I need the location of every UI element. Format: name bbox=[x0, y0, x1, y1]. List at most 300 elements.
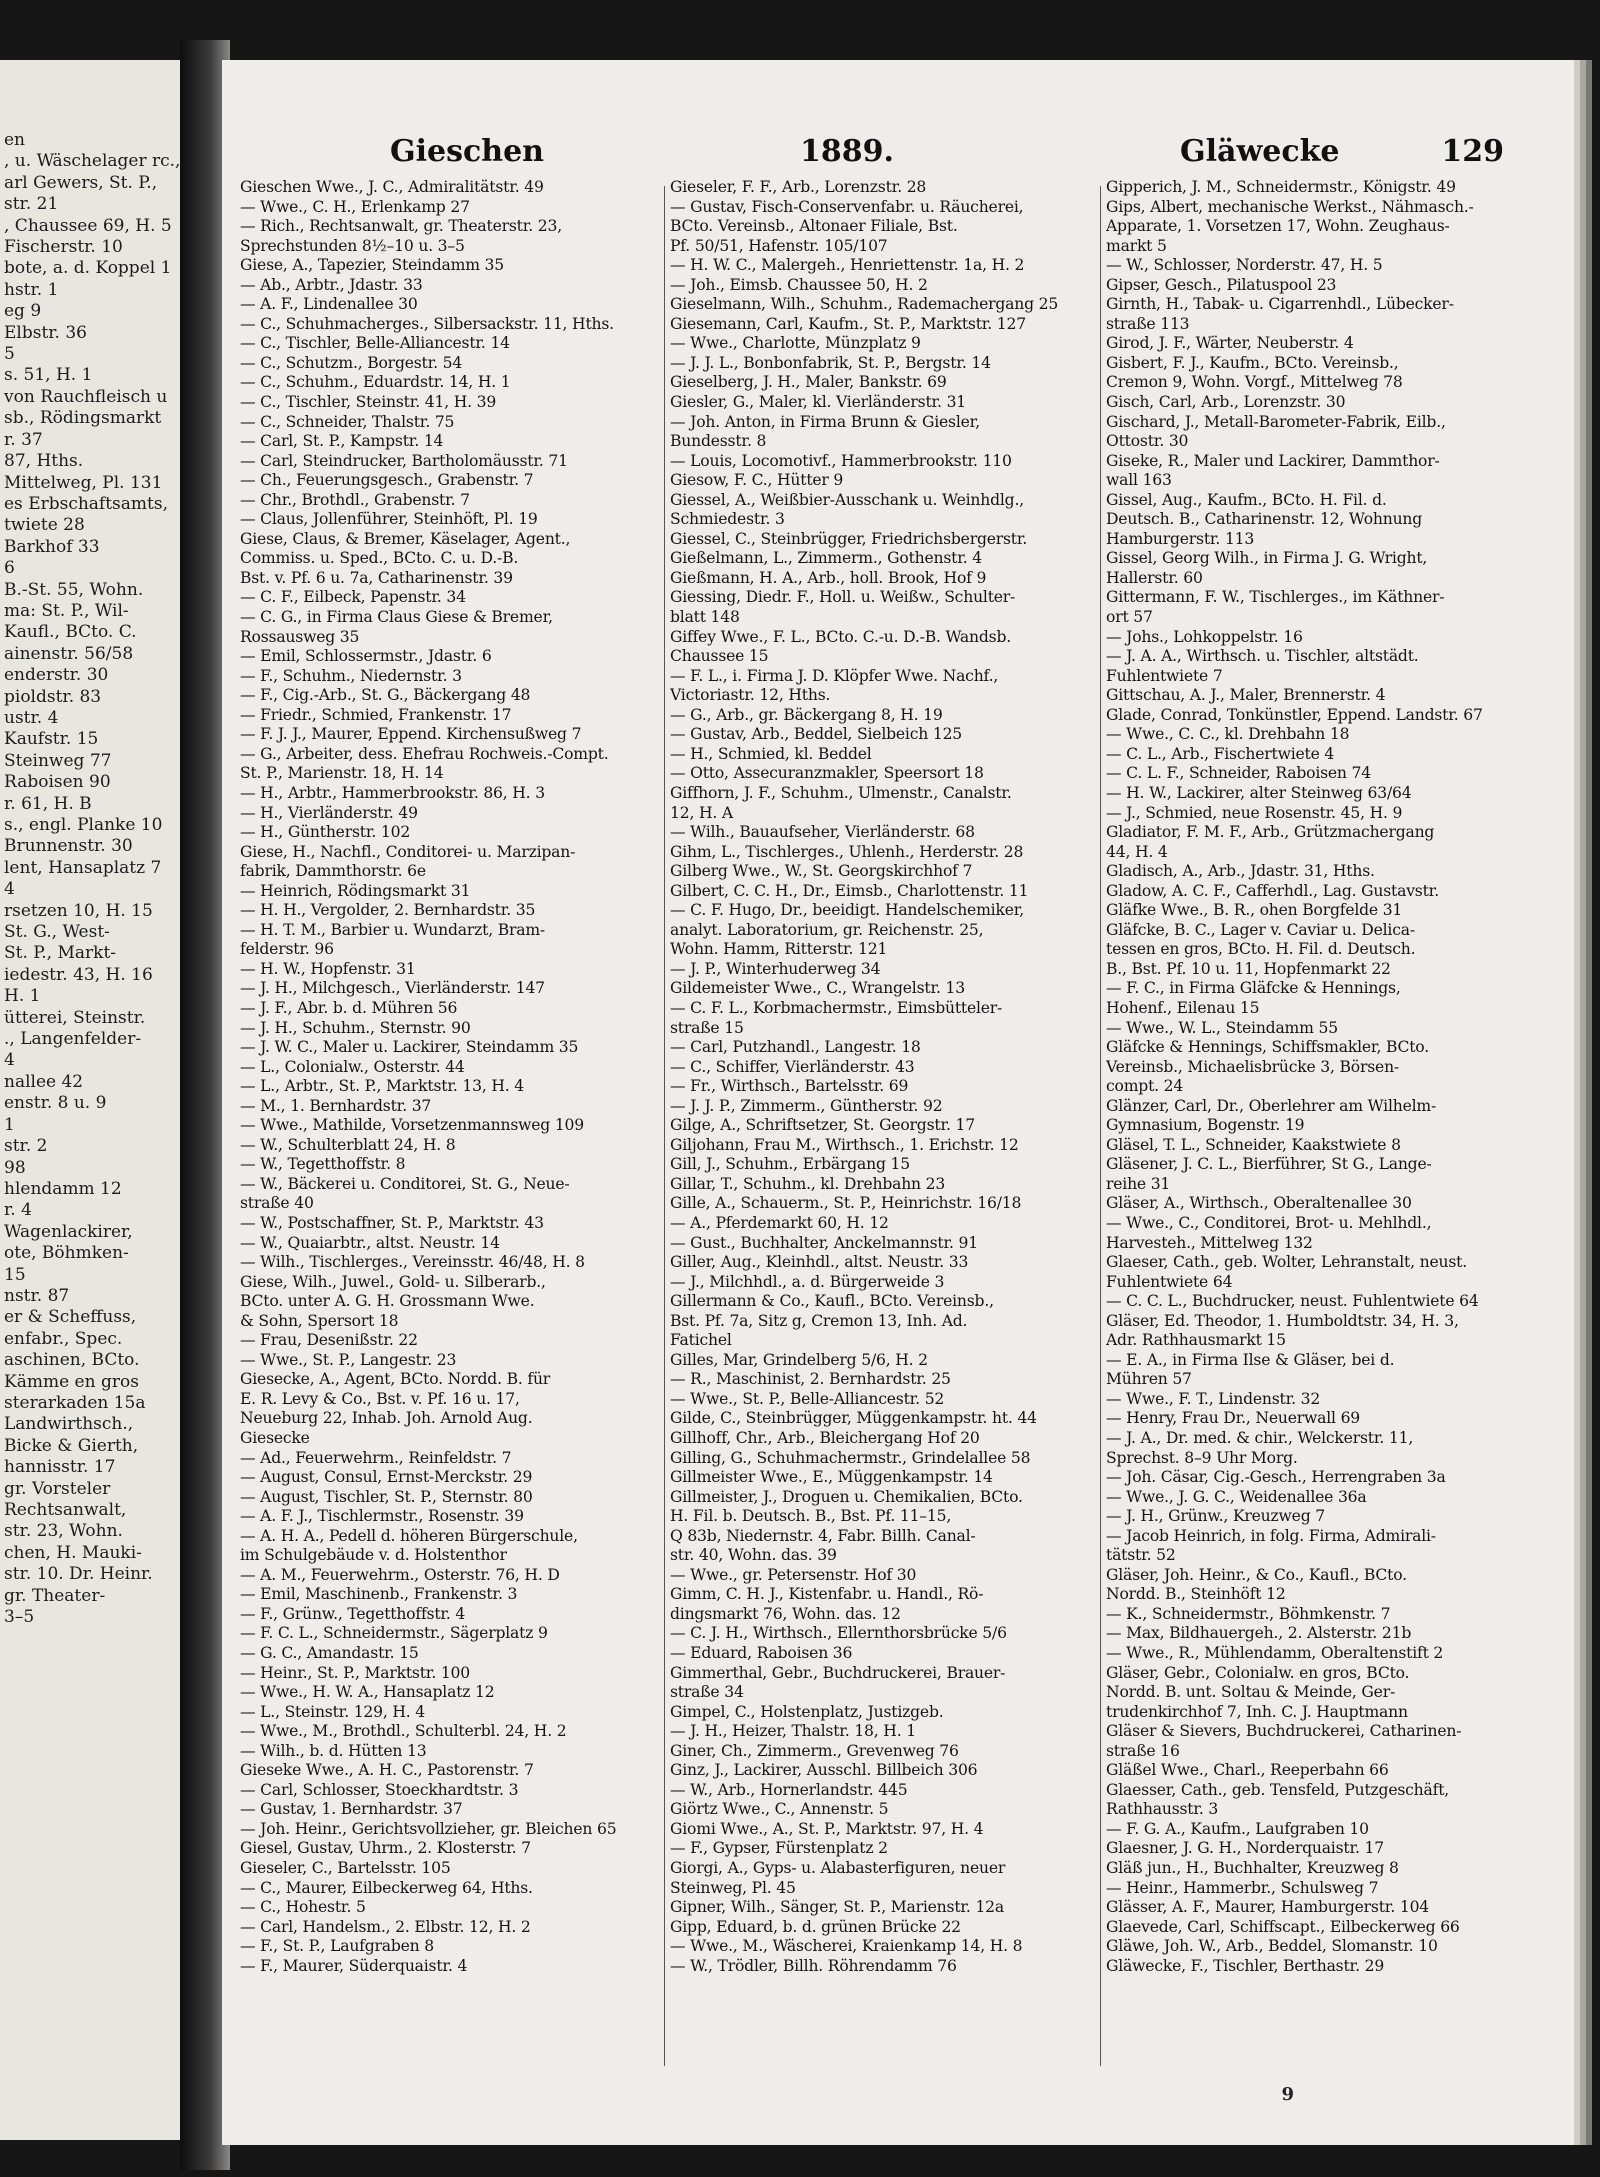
left-page-line: eg 9 bbox=[4, 301, 42, 322]
directory-entry: Gischard, J., Metall-Barometer-Fabrik, Eilb., bbox=[1106, 412, 1446, 431]
left-page-line: er & Scheffuss, bbox=[4, 1307, 137, 1328]
directory-entry: — Johs., Lohkoppelstr. 16 bbox=[1106, 627, 1303, 646]
left-page-line: ustr. 4 bbox=[4, 707, 59, 728]
directory-entry: blatt 148 bbox=[670, 608, 740, 627]
left-page-fragment bbox=[0, 60, 186, 2140]
directory-entry: Gläßel Wwe., Charl., Reeperbahn 66 bbox=[1106, 1761, 1389, 1780]
directory-entry: straße 16 bbox=[1106, 1741, 1180, 1760]
directory-entry: — H. T. M., Barbier u. Wundarzt, Bram- bbox=[240, 920, 545, 939]
directory-entry: — Carl, Schlosser, Stoeckhardtstr. 3 bbox=[240, 1780, 519, 1799]
directory-entry: Gipperich, J. M., Schneidermstr., Königstr. 49 bbox=[1106, 178, 1456, 196]
left-page-line: gr. Vorsteler bbox=[4, 1478, 111, 1499]
directory-entry: — Joh. Anton, in Firma Brunn & Giesler, bbox=[670, 412, 980, 431]
left-page-line: 87, Hths. bbox=[4, 451, 84, 472]
directory-entry: — A. M., Feuerwehrm., Osterstr. 76, H. D bbox=[240, 1565, 560, 1584]
left-page-line: Kämme en gros bbox=[4, 1371, 139, 1392]
directory-entry: Gieselberg, J. H., Maler, Bankstr. 69 bbox=[670, 373, 947, 392]
directory-entry: Giller, Aug., Kleinhdl., altst. Neustr. 33 bbox=[670, 1253, 969, 1272]
directory-entry: Gittermann, F. W., Tischlerges., im Käthner- bbox=[1106, 588, 1445, 607]
left-page-line: str. 2 bbox=[4, 1136, 48, 1157]
column-1 bbox=[240, 178, 658, 1976]
directory-entry: — Jacob Heinrich, in folg. Firma, Admirali- bbox=[1106, 1526, 1436, 1545]
directory-entry: — J. A. A., Wirthsch. u. Tischler, altstädt. bbox=[1106, 647, 1419, 666]
directory-entry: — J. A., Dr. med. & chir., Welckerstr. 11, bbox=[1106, 1429, 1414, 1447]
directory-entry: — Heinr., Hammerbr., Schulsweg 7 bbox=[1106, 1878, 1379, 1897]
directory-entry: straße 34 bbox=[670, 1683, 744, 1702]
directory-entry: markt 5 bbox=[1106, 236, 1167, 255]
left-page-line: Bicke & Gierth, bbox=[4, 1435, 139, 1456]
directory-entry: Gymnasium, Bogenstr. 19 bbox=[1106, 1116, 1305, 1135]
directory-entry: — Chr., Brothdl., Grabenstr. 7 bbox=[240, 490, 470, 509]
directory-entry: Giesel, Gustav, Uhrm., 2. Klosterstr. 7 bbox=[240, 1839, 531, 1858]
directory-entry: fabrik, Dammthorstr. 6e bbox=[240, 862, 426, 881]
directory-entry: Rathhausstr. 3 bbox=[1106, 1800, 1219, 1819]
left-page-line: nstr. 87 bbox=[4, 1285, 70, 1306]
directory-entry: Bst. v. Pf. 6 u. 7a, Catharinenstr. 39 bbox=[240, 568, 513, 587]
directory-entry: — A., Pferdemarkt 60, H. 12 bbox=[670, 1213, 889, 1232]
directory-entry: str. 40, Wohn. das. 39 bbox=[670, 1546, 837, 1565]
directory-entry: Apparate, 1. Vorsetzen 17, Wohn. Zeughaus- bbox=[1106, 217, 1450, 236]
directory-entry: wall 163 bbox=[1106, 471, 1172, 490]
directory-columns bbox=[240, 178, 1530, 2128]
directory-entry: Gieselmann, Wilh., Schuhm., Rademachergang 25 bbox=[670, 295, 1059, 314]
directory-entry: Wohn. Hamm, Ritterstr. 121 bbox=[670, 940, 888, 959]
left-page-line: lent, Hansaplatz 7 bbox=[4, 857, 162, 878]
directory-entry: — F. G. A., Kaufm., Laufgraben 10 bbox=[1106, 1819, 1369, 1838]
directory-entry: felderstr. 96 bbox=[240, 940, 334, 959]
directory-entry: Gläß jun., H., Buchhalter, Kreuzweg 8 bbox=[1106, 1859, 1399, 1878]
directory-entry: Gimmerthal, Gebr., Buchdruckerei, Brauer- bbox=[670, 1663, 1006, 1682]
directory-entry: Gladiator, F. M. F., Arb., Grützmachergang bbox=[1106, 823, 1435, 842]
left-page-line: gr. Theater- bbox=[4, 1585, 106, 1606]
directory-entry: — F. C. L., Schneidermstr., Sägerplatz 9 bbox=[240, 1624, 548, 1643]
directory-entry: — August, Consul, Ernst-Merckstr. 29 bbox=[240, 1468, 533, 1487]
directory-entry: Giseke, R., Maler und Lackirer, Dammthor- bbox=[1106, 451, 1440, 470]
directory-entry: Giese, Claus, & Bremer, Käselager, Agent., bbox=[240, 529, 571, 548]
directory-entry: — J. J. L., Bonbonfabrik, St. P., Bergstr. 14 bbox=[670, 353, 991, 372]
directory-entry: — Gustav, 1. Bernhardstr. 37 bbox=[240, 1800, 463, 1819]
directory-entry: straße 15 bbox=[670, 1018, 744, 1037]
directory-entry: Gisch, Carl, Arb., Lorenzstr. 30 bbox=[1106, 393, 1346, 412]
left-page-line: Kaufl., BCto. C. bbox=[4, 622, 137, 643]
directory-entry: Gilbert, C. C. H., Dr., Eimsb., Charlottenstr. 11 bbox=[670, 881, 1029, 900]
directory-entry: tessen en gros, BCto. H. Fil. d. Deutsch. bbox=[1106, 940, 1416, 959]
directory-entry: — L., Colonialw., Osterstr. 44 bbox=[240, 1057, 465, 1076]
left-page-line: hstr. 1 bbox=[4, 279, 59, 300]
directory-entry: Gläsener, J. C. L., Bierführer, St G., Lange- bbox=[1106, 1155, 1432, 1174]
directory-entry: — F., St. P., Laufgraben 8 bbox=[240, 1937, 435, 1956]
directory-entry: Gips, Albert, mechanische Werkst., Nähmasch.- bbox=[1106, 197, 1474, 216]
left-page-line: 3–5 bbox=[4, 1607, 35, 1628]
left-page-line: St. P., Markt- bbox=[4, 943, 117, 964]
left-page-line: Wagenlackirer, bbox=[4, 1221, 133, 1242]
directory-entry: E. R. Levy & Co., Bst. v. Pf. 16 u. 17, bbox=[240, 1389, 520, 1408]
directory-entry: — Claus, Jollenführer, Steinhöft, Pl. 19 bbox=[240, 510, 538, 529]
directory-entry: Gläser, Joh. Heinr., & Co., Kaufl., BCto. bbox=[1106, 1565, 1407, 1584]
directory-entry: Adr. Rathhausmarkt 15 bbox=[1106, 1331, 1286, 1350]
directory-entry: — Wwe., C., Conditorei, Brot- u. Mehlhdl., bbox=[1106, 1213, 1432, 1232]
left-page-line: Rechtsanwalt, bbox=[4, 1500, 127, 1520]
directory-entry: — Wwe., Charlotte, Münzplatz 9 bbox=[670, 334, 921, 353]
directory-entry: — F., Schuhm., Niedernstr. 3 bbox=[240, 666, 462, 685]
directory-entry: — Gustav, Arb., Beddel, Sielbeich 125 bbox=[670, 725, 963, 744]
left-page-line: Mittelweg, Pl. 131 bbox=[4, 472, 163, 493]
left-page-line: hlendamm 12 bbox=[4, 1178, 122, 1199]
left-page-line: str. 21 bbox=[4, 194, 59, 215]
directory-entry: — Friedr., Schmied, Frankenstr. 17 bbox=[240, 705, 512, 724]
directory-entry: — Heinrich, Rödingsmarkt 31 bbox=[240, 881, 471, 900]
directory-entry: — Gustav, Fisch-Conservenfabr. u. Räucherei, bbox=[670, 197, 1024, 216]
directory-entry: — C., Tischler, Belle-Alliancestr. 14 bbox=[240, 334, 510, 353]
directory-entry: Gießelmann, L., Zimmerm., Gothenstr. 4 bbox=[670, 549, 983, 568]
left-page-line: Fischerstr. 10 bbox=[4, 237, 123, 258]
directory-entry: Gihm, L., Tischlerges., Uhlenh., Herderstr. 28 bbox=[670, 842, 1024, 861]
directory-entry: Fuhlentwiete 7 bbox=[1106, 666, 1223, 685]
left-page-line: Barkhof 33 bbox=[4, 536, 100, 557]
directory-entry: Commiss. u. Sped., BCto. C. u. D.-B. bbox=[240, 549, 519, 568]
left-page-line: sb., Rödingsmarkt bbox=[4, 408, 162, 429]
directory-entry: Giorgi, A., Gyps- u. Alabasterfiguren, neuer bbox=[670, 1859, 1006, 1878]
directory-entry: — Rich., Rechtsanwalt, gr. Theaterstr. 23, bbox=[240, 217, 562, 236]
directory-entry: Hohenf., Eilenau 15 bbox=[1106, 998, 1260, 1017]
column-divider bbox=[1100, 186, 1101, 2066]
directory-entry: Glaesner, J. G. H., Norderquaistr. 17 bbox=[1106, 1839, 1384, 1858]
directory-entry: & Sohn, Spersort 18 bbox=[240, 1311, 399, 1330]
left-page-line: St. G., West- bbox=[4, 922, 110, 943]
directory-entry: — Wwe., R., Mühlendamm, Oberaltenstift 2 bbox=[1106, 1644, 1444, 1663]
left-page-line: pioldstr. 83 bbox=[4, 686, 102, 707]
directory-entry: Fatichel bbox=[670, 1331, 732, 1350]
directory-entry: — August, Tischler, St. P., Sternstr. 80 bbox=[240, 1487, 533, 1506]
directory-entry: Gisbert, F. J., Kaufm., BCto. Vereinsb., bbox=[1106, 353, 1399, 372]
left-page-line: chen, H. Mauki- bbox=[4, 1542, 142, 1563]
directory-entry: — F. L., i. Firma J. D. Klöpfer Wwe. Nachf., bbox=[670, 666, 999, 685]
page-header bbox=[240, 134, 1544, 174]
directory-entry: — H., Arbtr., Hammerbrookstr. 86, H. 3 bbox=[240, 783, 545, 802]
directory-entry: Schmiedestr. 3 bbox=[670, 510, 785, 529]
left-page-line: r. 37 bbox=[4, 429, 43, 450]
directory-entry: Cremon 9, Wohn. Vorgf., Mittelweg 78 bbox=[1106, 373, 1403, 392]
directory-entry: — J., Milchhdl., a. d. Bürgerweide 3 bbox=[670, 1272, 945, 1291]
directory-entry: — Wwe., J. G. C., Weidenallee 36a bbox=[1106, 1487, 1367, 1506]
directory-entry: — A. F., Lindenallee 30 bbox=[240, 295, 418, 314]
left-page-line: hannisstr. 17 bbox=[4, 1457, 116, 1478]
directory-entry: — Max, Bildhauergeh., 2. Alsterstr. 21b bbox=[1106, 1624, 1412, 1643]
directory-entry: — C., Schuhm., Eduardstr. 14, H. 1 bbox=[240, 373, 511, 392]
directory-entry: — C., Schneider, Thalstr. 75 bbox=[240, 412, 455, 431]
directory-entry: — W., Arb., Hornerlandstr. 445 bbox=[670, 1780, 908, 1799]
directory-entry: — J. H., Grünw., Kreuzweg 7 bbox=[1106, 1507, 1325, 1526]
directory-entry: Girnth, H., Tabak- u. Cigarrenhdl., Lübecker- bbox=[1106, 295, 1454, 314]
directory-entry: Giesecke bbox=[240, 1429, 310, 1447]
directory-entry: ort 57 bbox=[1106, 608, 1153, 627]
directory-entry: Gläser, Ed. Theodor, 1. Humboldtstr. 34, H. 3, bbox=[1106, 1311, 1459, 1330]
left-page-line: ma: St. P., Wil- bbox=[4, 600, 129, 621]
directory-entry: — Fr., Wirthsch., Bartelsstr. 69 bbox=[670, 1077, 909, 1096]
directory-entry: — H. W. C., Malergeh., Henriettenstr. 1a, H. 2 bbox=[670, 256, 1025, 275]
directory-entry: — Frau, Desenißstr. 22 bbox=[240, 1331, 418, 1350]
left-page-line: ote, Böhmken- bbox=[4, 1243, 129, 1264]
left-page-line: sterarkaden 15a bbox=[4, 1392, 146, 1413]
directory-entry: Gieseke Wwe., A. H. C., Pastorenstr. 7 bbox=[240, 1761, 534, 1780]
directory-entry: — C., Tischler, Steinstr. 41, H. 39 bbox=[240, 393, 497, 412]
left-page-line: enderstr. 30 bbox=[4, 665, 109, 686]
directory-entry: Giesemann, Carl, Kaufm., St. P., Marktstr. 127 bbox=[670, 314, 1026, 333]
left-page-line: Steinweg 77 bbox=[4, 750, 112, 771]
directory-entry: — M., 1. Bernhardstr. 37 bbox=[240, 1096, 432, 1115]
directory-entry: Gläsel, T. L., Schneider, Kaakstwiete 8 bbox=[1106, 1135, 1401, 1154]
directory-entry: — Carl, Handelsm., 2. Elbstr. 12, H. 2 bbox=[240, 1917, 531, 1936]
directory-entry: BCto. Vereinsb., Altonaer Filiale, Bst. bbox=[670, 217, 958, 236]
directory-entry: trudenkirchhof 7, Inh. C. J. Hauptmann bbox=[1106, 1702, 1408, 1721]
directory-entry: — C. L. F., Schneider, Raboisen 74 bbox=[1106, 764, 1371, 783]
directory-entry: — Wwe., C. H., Erlenkamp 27 bbox=[240, 197, 470, 216]
directory-entry: 12, H. A bbox=[670, 803, 733, 822]
directory-entry: Hallerstr. 60 bbox=[1106, 568, 1203, 587]
directory-entry: Gissel, Georg Wilh., in Firma J. G. Wright, bbox=[1106, 549, 1428, 568]
left-page-line: arl Gewers, St. P., bbox=[4, 172, 158, 193]
directory-entry: Gittschau, A. J., Maler, Brennerstr. 4 bbox=[1106, 686, 1386, 705]
directory-entry: — W., Quaiarbtr., altst. Neustr. 14 bbox=[240, 1233, 500, 1252]
left-page-line: twiete 28 bbox=[4, 515, 85, 536]
directory-entry: Gläfcke, B. C., Lager v. Caviar u. Delica- bbox=[1106, 920, 1415, 939]
directory-entry: — C. F. L., Korbmachermstr., Eimsbütteler- bbox=[670, 998, 1003, 1017]
left-page-line: enfabr., Spec. bbox=[4, 1328, 123, 1349]
directory-entry: dingsmarkt 76, Wohn. das. 12 bbox=[670, 1604, 901, 1623]
left-page-line: iedestr. 43, H. 16 bbox=[4, 964, 153, 985]
directory-entry: Gilge, A., Schriftsetzer, St. Georgstr. 17 bbox=[670, 1116, 975, 1135]
directory-entry: — Wwe., F. T., Lindenstr. 32 bbox=[1106, 1389, 1321, 1408]
directory-entry: — Wwe., H. W. A., Hansaplatz 12 bbox=[240, 1683, 495, 1702]
directory-entry: — H. W., Hopfenstr. 31 bbox=[240, 959, 416, 978]
directory-entry: — Emil, Schlossermstr., Jdastr. 6 bbox=[240, 647, 492, 666]
directory-entry: — Joh., Eimsb. Chaussee 50, H. 2 bbox=[670, 275, 928, 294]
directory-entry: Gieschen Wwe., J. C., Admiralitätstr. 49 bbox=[240, 178, 544, 196]
directory-entry: Vereinsb., Michaelisbrücke 3, Börsen- bbox=[1106, 1057, 1399, 1076]
directory-entry: Ottostr. 30 bbox=[1106, 432, 1189, 451]
directory-entry: — J. W. C., Maler u. Lackirer, Steindamm 35 bbox=[240, 1038, 579, 1057]
directory-entry: — H., Vierländerstr. 49 bbox=[240, 803, 418, 822]
column-2 bbox=[670, 178, 1088, 1976]
directory-entry: Giese, Wilh., Juwel., Gold- u. Silberarb., bbox=[240, 1272, 546, 1291]
directory-entry: — J. J. P., Zimmerm., Güntherstr. 92 bbox=[670, 1096, 943, 1115]
directory-entry: — J. H., Heizer, Thalstr. 18, H. 1 bbox=[670, 1722, 916, 1741]
directory-entry: Gillhoff, Chr., Arb., Bleichergang Hof 20 bbox=[670, 1429, 980, 1447]
directory-entry: — W., Schlosser, Norderstr. 47, H. 5 bbox=[1106, 256, 1383, 275]
directory-entry: — Carl, Steindrucker, Bartholomäusstr. 71 bbox=[240, 451, 568, 470]
directory-entry: — C., Hohestr. 5 bbox=[240, 1898, 366, 1917]
directory-entry: — F. J. J., Maurer, Eppend. Kirchensußweg 7 bbox=[240, 725, 582, 744]
directory-entry: Gläser, A., Wirthsch., Oberaltenallee 30 bbox=[1106, 1194, 1412, 1213]
left-page-line: 15 bbox=[4, 1264, 26, 1285]
directory-entry: Gimm, C. H. J., Kistenfabr. u. Handl., Rö- bbox=[670, 1585, 984, 1604]
directory-entry: Nordd. B., Steinhöft 12 bbox=[1106, 1585, 1286, 1604]
directory-entry: Victoriastr. 12, Hths. bbox=[670, 686, 831, 705]
left-page-line: str. 23, Wohn. bbox=[4, 1521, 123, 1542]
left-page-line: en bbox=[4, 130, 26, 150]
directory-entry: — Otto, Assecuranzmakler, Speersort 18 bbox=[670, 764, 984, 783]
directory-entry: — Wwe., St. P., Langestr. 23 bbox=[240, 1350, 457, 1369]
directory-entry: Glaeser, Cath., geb. Wolter, Lehranstalt, neust. bbox=[1106, 1253, 1467, 1272]
directory-entry: Glaevede, Carl, Schiffscapt., Eilbeckerweg 66 bbox=[1106, 1917, 1460, 1936]
directory-entry: compt. 24 bbox=[1106, 1077, 1184, 1096]
signature-mark: 9 bbox=[1281, 2084, 1294, 2105]
directory-entry: — Wwe., C. C., kl. Drehbahn 18 bbox=[1106, 725, 1350, 744]
directory-entry: — Joh. Heinr., Gerichtsvollzieher, gr. Bleichen 65 bbox=[240, 1819, 617, 1838]
directory-entry: Q 83b, Niedernstr. 4, Fabr. Billh. Canal- bbox=[670, 1526, 976, 1545]
left-page-line: str. 10. Dr. Heinr. bbox=[4, 1564, 153, 1585]
left-page-line: 98 bbox=[4, 1157, 26, 1178]
header-year: 1889. bbox=[800, 134, 894, 169]
directory-entry: Gieseler, C., Bartelsstr. 105 bbox=[240, 1859, 451, 1878]
directory-entry: Bundesstr. 8 bbox=[670, 432, 767, 451]
directory-entry: im Schulgebäude v. d. Holstenthor bbox=[240, 1546, 507, 1565]
directory-entry: — F., Gypser, Fürstenplatz 2 bbox=[670, 1839, 888, 1858]
directory-entry: — Wwe., M., Brothdl., Schulterbl. 24, H. 2 bbox=[240, 1722, 567, 1741]
directory-entry: Bst. Pf. 7a, Sitz g, Cremon 13, Inh. Ad. bbox=[670, 1311, 968, 1330]
directory-entry: — Ch., Feuerungsgesch., Grabenstr. 7 bbox=[240, 471, 534, 490]
directory-entry: Giljohann, Frau M., Wirthsch., 1. Erichstr. 12 bbox=[670, 1135, 1019, 1154]
header-right-catchword: Gläwecke bbox=[1180, 134, 1340, 169]
directory-entry: — A. F. J., Tischlermstr., Rosenstr. 39 bbox=[240, 1507, 524, 1526]
directory-entry: — C. J. H., Wirthsch., Ellernthorsbrücke 5/6 bbox=[670, 1624, 1007, 1643]
directory-entry: Deutsch. B., Catharinenstr. 12, Wohnung bbox=[1106, 510, 1423, 529]
directory-entry: — Joh. Cäsar, Cig.-Gesch., Herrengraben 3a bbox=[1106, 1468, 1446, 1487]
directory-entry: — J. F., Abr. b. d. Mühren 56 bbox=[240, 998, 458, 1017]
left-page-line: Landwirthsch., bbox=[4, 1414, 134, 1435]
directory-entry: Gläfcke & Hennings, Schiffsmakler, BCto. bbox=[1106, 1038, 1429, 1057]
left-page-line: Raboisen 90 bbox=[4, 772, 111, 793]
left-page-line: 5 bbox=[4, 344, 15, 365]
directory-entry: Giessel, C., Steinbrügger, Friedrichsbergerstr. bbox=[670, 529, 1028, 548]
directory-entry: Hamburgerstr. 113 bbox=[1106, 529, 1255, 548]
directory-entry: Giner, Ch., Zimmerm., Grevenweg 76 bbox=[670, 1741, 959, 1760]
directory-entry: — W., Bäckerei u. Conditorei, St. G., Neue- bbox=[240, 1174, 570, 1193]
directory-entry: Glaesser, Cath., geb. Tensfeld, Putzgeschäft, bbox=[1106, 1780, 1450, 1799]
directory-entry: — J. H., Milchgesch., Vierländerstr. 147 bbox=[240, 979, 545, 998]
directory-entry: 44, H. 4 bbox=[1106, 842, 1168, 861]
left-page-line: Brunnenstr. 30 bbox=[4, 836, 133, 857]
directory-entry: — F. C., in Firma Gläfcke & Hennings, bbox=[1106, 979, 1401, 998]
directory-entry: Gillmeister, J., Droguen u. Chemikalien, BCto. bbox=[670, 1487, 1023, 1506]
left-page-line: Kaufstr. 15 bbox=[4, 729, 99, 750]
directory-entry: Gipp, Eduard, b. d. grünen Brücke 22 bbox=[670, 1917, 961, 1936]
directory-entry: Giessel, A., Weißbier-Ausschank u. Weinhdlg., bbox=[670, 490, 1024, 509]
directory-entry: Gille, A., Schauerm., St. P., Heinrichstr. 16/18 bbox=[670, 1194, 1022, 1213]
directory-entry: — Wwe., St. P., Belle-Alliancestr. 52 bbox=[670, 1389, 945, 1408]
directory-entry: — C. G., in Firma Claus Giese & Bremer, bbox=[240, 608, 553, 627]
directory-entry: Neueburg 22, Inhab. Joh. Arnold Aug. bbox=[240, 1409, 533, 1428]
directory-entry: — Gust., Buchhalter, Anckelmannstr. 91 bbox=[670, 1233, 978, 1252]
directory-entry: Gildemeister Wwe., C., Wrangelstr. 13 bbox=[670, 979, 965, 998]
left-page-line: bote, a. d. Koppel 1 bbox=[4, 258, 172, 279]
left-page-line: , u. Wäschelager rc., bbox=[4, 151, 181, 172]
directory-entry: — H. H., Vergolder, 2. Bernhardstr. 35 bbox=[240, 901, 536, 920]
directory-entry: — Heinr., St. P., Marktstr. 100 bbox=[240, 1663, 471, 1682]
directory-entry: reihe 31 bbox=[1106, 1174, 1171, 1193]
directory-entry: — C., Maurer, Eilbeckerweg 64, Hths. bbox=[240, 1878, 533, 1897]
directory-entry: — W., Tegetthoffstr. 8 bbox=[240, 1155, 406, 1174]
directory-entry: Gillmeister Wwe., E., Müggenkampstr. 14 bbox=[670, 1468, 993, 1487]
directory-entry: — W., Postschaffner, St. P., Marktstr. 43 bbox=[240, 1213, 544, 1232]
directory-entry: Ginz, J., Lackirer, Ausschl. Billbeich 306 bbox=[670, 1761, 978, 1780]
directory-entry: Gläwe, Joh. W., Arb., Beddel, Slomanstr. 10 bbox=[1106, 1937, 1438, 1956]
directory-entry: Gilberg Wwe., W., St. Georgskirchhof 7 bbox=[670, 862, 973, 881]
directory-entry: Gläfke Wwe., B. R., ohen Borgfelde 31 bbox=[1106, 901, 1403, 920]
directory-entry: — Wilh., Bauaufseher, Vierländerstr. 68 bbox=[670, 823, 975, 842]
directory-entry: Glänzer, Carl, Dr., Oberlehrer am Wilhelm- bbox=[1106, 1096, 1437, 1115]
directory-entry: Girod, J. F., Wärter, Neuberstr. 4 bbox=[1106, 334, 1354, 353]
directory-entry: Glässer, A. F., Maurer, Hamburgerstr. 104 bbox=[1106, 1898, 1430, 1917]
directory-entry: — C., Schuhmacherges., Silbersackstr. 11, Hths. bbox=[240, 314, 614, 333]
directory-entry: — G. C., Amandastr. 15 bbox=[240, 1644, 419, 1663]
left-page-line: 6 bbox=[4, 558, 15, 579]
directory-entry: — Ad., Feuerwehrm., Reinfeldstr. 7 bbox=[240, 1448, 512, 1467]
directory-entry: Fuhlentwiete 64 bbox=[1106, 1272, 1233, 1291]
directory-entry: Giesecke, A., Agent, BCto. Nordd. B. für bbox=[240, 1370, 551, 1389]
directory-entry: straße 40 bbox=[240, 1194, 314, 1213]
directory-entry: Giesler, G., Maler, kl. Vierländerstr. 31 bbox=[670, 393, 967, 412]
directory-entry: — F., Grünw., Tegetthoffstr. 4 bbox=[240, 1604, 466, 1623]
directory-entry: Gilling, G., Schuhmachermstr., Grindelallee 58 bbox=[670, 1448, 1031, 1467]
directory-entry: Gladisch, A., Arb., Jdastr. 31, Hths. bbox=[1106, 862, 1375, 881]
directory-entry: St. P., Marienstr. 18, H. 14 bbox=[240, 764, 444, 783]
directory-entry: Giffey Wwe., F. L., BCto. C.-u. D.-B. Wandsb. bbox=[670, 627, 1011, 646]
directory-entry: — C. F. Hugo, Dr., beeidigt. Handelschemiker, bbox=[670, 901, 1025, 920]
directory-entry: — Eduard, Raboisen 36 bbox=[670, 1644, 853, 1663]
directory-entry: Chaussee 15 bbox=[670, 647, 769, 666]
column-3 bbox=[1106, 178, 1524, 1976]
directory-entry: Gläser, Gebr., Colonialw. en gros, BCto. bbox=[1106, 1663, 1410, 1682]
left-page-line: aschinen, BCto. bbox=[4, 1350, 140, 1371]
directory-entry: — G., Arbeiter, dess. Ehefrau Rochweis.-Compt. bbox=[240, 744, 609, 763]
directory-entry: — C., Schiffer, Vierländerstr. 43 bbox=[670, 1057, 915, 1076]
left-page-line: Elbstr. 36 bbox=[4, 322, 87, 343]
directory-entry: Giesow, F. C., Hütter 9 bbox=[670, 471, 844, 490]
directory-entry: Gladow, A. C. F., Cafferhdl., Lag. Gustavstr. bbox=[1106, 881, 1439, 900]
left-page-line: rsetzen 10, H. 15 bbox=[4, 900, 153, 921]
directory-entry: H. Fil. b. Deutsch. B., Bst. Pf. 11–15, bbox=[670, 1507, 952, 1526]
directory-entry: — A. H. A., Pedell d. höheren Bürgerschule, bbox=[240, 1526, 578, 1545]
directory-entry: Gläwecke, F., Tischler, Berthastr. 29 bbox=[1106, 1956, 1385, 1975]
directory-entry: — Wilh., b. d. Hütten 13 bbox=[240, 1741, 427, 1760]
directory-entry: — H. W., Lackirer, alter Steinweg 63/64 bbox=[1106, 783, 1412, 802]
directory-entry: analyt. Laboratorium, gr. Reichenstr. 25, bbox=[670, 920, 984, 939]
left-page-line: ainenstr. 56/58 bbox=[4, 643, 134, 664]
directory-page bbox=[222, 60, 1574, 2145]
directory-entry: Gillar, T., Schuhm., kl. Drehbahn 23 bbox=[670, 1174, 946, 1193]
directory-entry: — W., Trödler, Billh. Röhrendamm 76 bbox=[670, 1956, 957, 1975]
directory-entry: — E. A., in Firma Ilse & Gläser, bei d. bbox=[1106, 1350, 1395, 1369]
left-page-line: s., engl. Planke 10 bbox=[4, 815, 163, 835]
directory-entry: B., Bst. Pf. 10 u. 11, Hopfenmarkt 22 bbox=[1106, 959, 1391, 978]
directory-entry: Gläser & Sievers, Buchdruckerei, Catharinen- bbox=[1106, 1722, 1462, 1741]
directory-entry: — G., Arb., gr. Bäckergang 8, H. 19 bbox=[670, 705, 943, 724]
left-page-line: enstr. 8 u. 9 bbox=[4, 1093, 107, 1114]
directory-entry: — L., Arbtr., St. P., Marktstr. 13, H. 4 bbox=[240, 1077, 524, 1096]
left-page-line: nallee 42 bbox=[4, 1071, 84, 1092]
directory-entry: Giese, H., Nachfl., Conditorei- u. Marzipan- bbox=[240, 842, 576, 861]
directory-entry: Giffhorn, J. F., Schuhm., Ulmenstr., Canalstr. bbox=[670, 783, 1012, 802]
directory-entry: Gießmann, H. A., Arb., holl. Brook, Hof 9 bbox=[670, 568, 987, 587]
directory-entry: tätstr. 52 bbox=[1106, 1546, 1176, 1565]
left-page-line: s. 51, H. 1 bbox=[4, 365, 93, 386]
directory-entry: Gilde, C., Steinbrügger, Müggenkampstr. ht. 44 bbox=[670, 1409, 1037, 1428]
left-page-text bbox=[0, 60, 180, 1628]
directory-entry: — C., Schutzm., Borgestr. 54 bbox=[240, 353, 463, 372]
directory-entry: — Wwe., W. L., Steindamm 55 bbox=[1106, 1018, 1338, 1037]
left-page-line: 1 bbox=[4, 1114, 15, 1135]
